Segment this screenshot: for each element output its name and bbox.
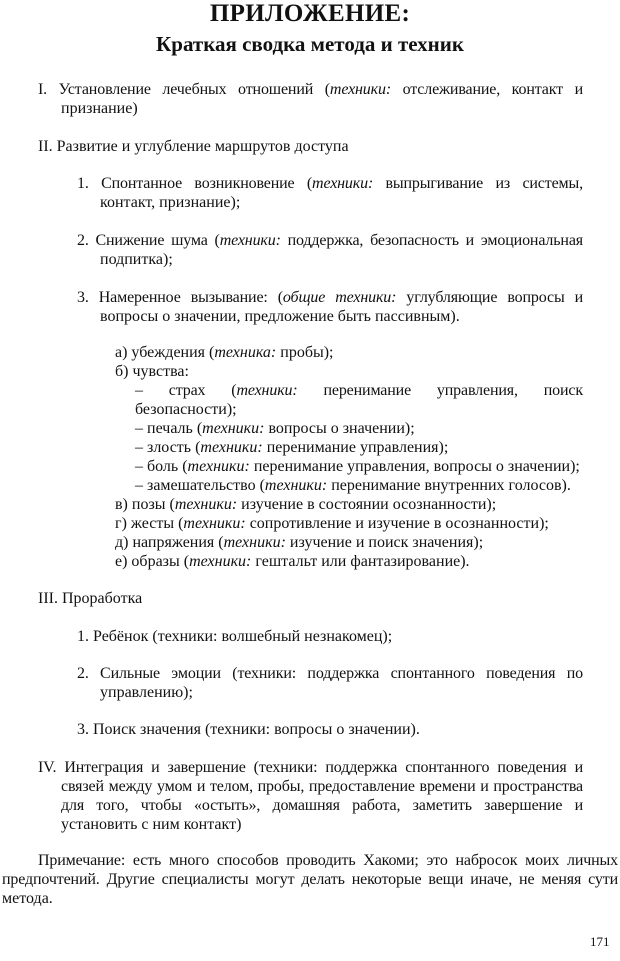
- text-line: [115, 343, 334, 362]
- text-segment: 3. Намеренное вызывание: (: [77, 289, 283, 306]
- italic-text: техники:: [223, 534, 286, 551]
- text-segment: изучение и поиск значения);: [285, 534, 484, 551]
- italic-text: техники:: [202, 420, 265, 437]
- text-segment: – злость (: [135, 439, 201, 456]
- text-line: [61, 815, 241, 834]
- text-segment: III. Проработка: [38, 590, 143, 607]
- text-segment: безопасности);: [135, 401, 237, 418]
- italic-text: техники:: [189, 553, 252, 570]
- text-segment: перенимание управления, вопросы о значении);: [249, 458, 580, 475]
- text-segment: 2. Сильные эмоции (техники: поддержка спонтанного поведения по: [77, 665, 583, 682]
- italic-text: техники:: [174, 496, 238, 513]
- text-segment: перенимание внутренних голосов).: [327, 477, 571, 494]
- text-line: [2, 889, 53, 908]
- text-segment: управлению);: [100, 684, 193, 701]
- italic-text: техники:: [187, 458, 250, 475]
- text-segment: I. Установление лечебных отношений (: [38, 81, 330, 98]
- page-subtitle: Краткая сводка метода и техник: [156, 32, 464, 56]
- text-segment: метода.: [2, 890, 53, 907]
- text-line: [38, 80, 583, 99]
- text-line: [100, 307, 460, 326]
- text-line: [61, 777, 583, 796]
- text-segment: 3. Поиск значения (техники: вопросы о значении).: [77, 721, 420, 738]
- text-segment: изучение в состоянии осознанности);: [237, 496, 497, 513]
- text-line: [38, 851, 618, 870]
- text-segment: е) образы (: [115, 553, 190, 570]
- text-segment: 1. Спонтанное возникновение (: [77, 175, 313, 192]
- page-number: 171: [590, 934, 610, 949]
- italic-text: техники:: [264, 477, 328, 494]
- text-segment: г) жесты (: [115, 515, 184, 532]
- italic-text: техника:: [214, 344, 277, 361]
- text-line: [135, 476, 571, 495]
- text-segment: – печаль (: [135, 420, 203, 437]
- italic-text: техники:: [329, 81, 392, 98]
- text-segment: вопросы о значении);: [264, 420, 415, 437]
- text-segment: 1. Ребёнок (техники: волшебный незнакомец);: [77, 628, 393, 645]
- text-line: [77, 288, 583, 307]
- text-line: [115, 533, 483, 552]
- text-segment: подпитка);: [100, 251, 173, 268]
- text-line: [135, 381, 583, 400]
- text-segment: гештальт или фантазирование).: [251, 553, 470, 570]
- text-line: [115, 362, 189, 381]
- text-segment: – замешательство (: [135, 477, 265, 494]
- text-segment: сопротивление и изучение в осознанности);: [245, 515, 549, 532]
- italic-text: техники:: [219, 232, 281, 249]
- text-segment: IV. Интеграция и завершение (техники: поддержка спонтанного поведения и: [38, 759, 583, 776]
- text-line: [77, 664, 583, 683]
- text-line: [115, 495, 496, 514]
- text-line: [135, 438, 448, 457]
- text-segment: в) позы (: [115, 496, 175, 513]
- text-segment: для того, чтобы «остыть», домашняя работа, заметить завершение и: [61, 797, 583, 814]
- text-segment: II. Развитие и углубление маршрутов доступа: [38, 138, 349, 155]
- text-segment: отслеживание, контакт и: [391, 81, 583, 98]
- text-line: [100, 250, 173, 269]
- text-segment: предпочтений. Другие специалисты могут делать некоторые вещи иначе, не меняя сути: [2, 871, 618, 888]
- text-line: [135, 400, 237, 419]
- text-segment: б) чувства:: [115, 363, 189, 380]
- text-segment: – боль (: [135, 458, 188, 475]
- text-segment: установить с ним контакт): [61, 816, 242, 833]
- text-line: [2, 870, 618, 889]
- text-segment: выпрыгивание из системы,: [373, 175, 583, 192]
- text-segment: признание): [61, 100, 138, 117]
- text-line: [100, 193, 240, 212]
- page-title: ПРИЛОЖЕНИЕ:: [209, 0, 411, 27]
- text-line: [61, 99, 138, 118]
- text-line: [115, 514, 549, 533]
- text-line: [100, 683, 193, 702]
- text-segment: пробы);: [276, 344, 334, 361]
- text-line: [61, 796, 583, 815]
- text-segment: Примечание: есть много способов проводить Хакоми; это набросок моих личных: [38, 852, 618, 869]
- text-segment: вопросы о значении, предложение быть пассивным).: [100, 308, 460, 325]
- text-line: [38, 589, 142, 608]
- text-segment: д) напряжения (: [115, 534, 224, 551]
- text-segment: контакт, признание);: [100, 194, 241, 211]
- text-line: [77, 627, 392, 646]
- text-line: [77, 231, 583, 250]
- italic-text: техники:: [183, 515, 246, 532]
- text-segment: углубляющие вопросы и: [396, 289, 584, 306]
- text-line: [135, 419, 415, 438]
- text-segment: а) убеждения (: [115, 344, 215, 361]
- italic-text: техники:: [200, 439, 263, 456]
- text-line: [77, 174, 583, 193]
- italic-text: техники:: [236, 382, 298, 399]
- text-segment: – страх (: [135, 382, 237, 399]
- text-segment: поддержка, безопасность и эмоциональная: [280, 232, 583, 249]
- text-line: [38, 758, 583, 777]
- text-line: [115, 552, 470, 571]
- italic-text: техники:: [312, 175, 374, 192]
- text-line: [135, 457, 580, 476]
- italic-text: общие техники:: [282, 289, 397, 306]
- text-line: [77, 720, 420, 739]
- text-segment: 2. Снижение шума (: [77, 232, 220, 249]
- text-segment: перенимание управления);: [262, 439, 449, 456]
- text-segment: перенимание управления, поиск: [297, 382, 583, 399]
- text-line: [38, 137, 349, 156]
- text-segment: связей между умом и телом, пробы, предоставление времени и пространства: [61, 778, 583, 795]
